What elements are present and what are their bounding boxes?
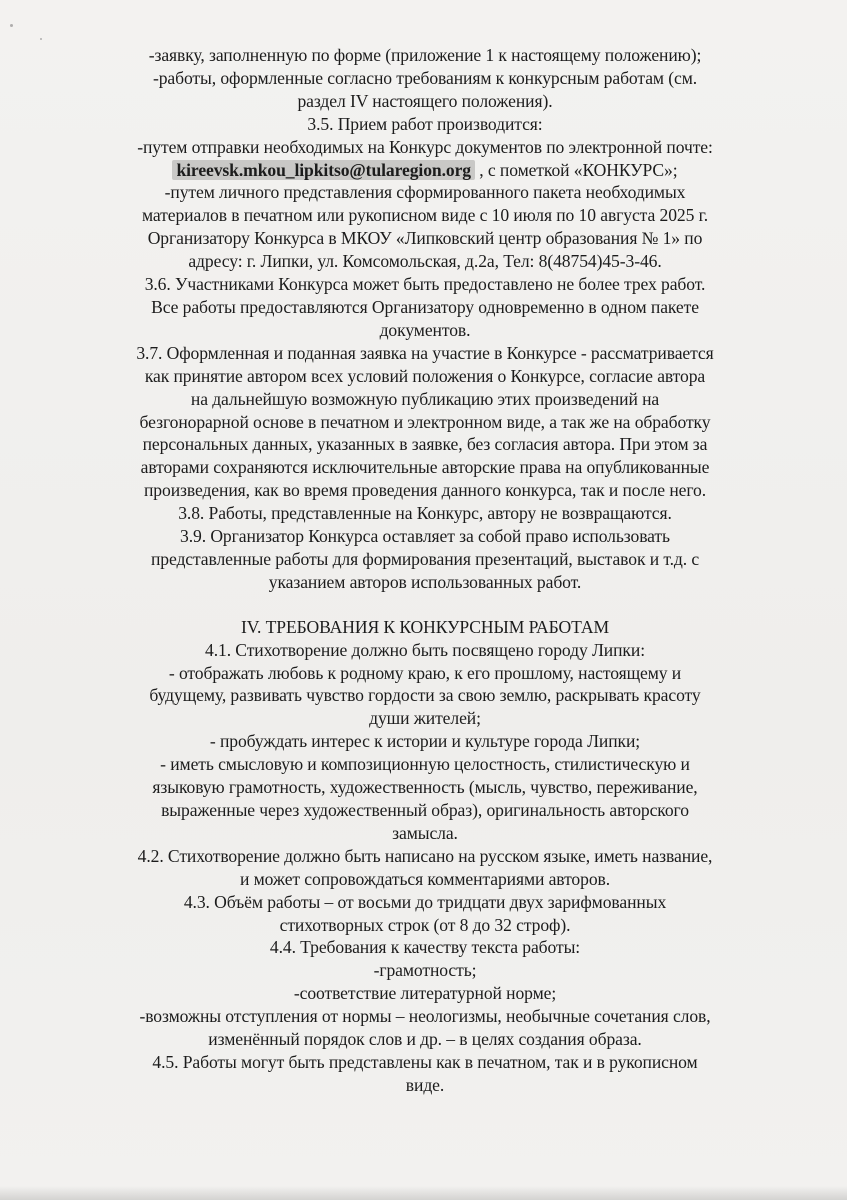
text-line: произведения, как во время проведения данного конкурса, так и после него. <box>143 480 707 501</box>
text-line: будущему, развивать чувство гордости за свою землю, раскрывать красоту <box>149 685 701 706</box>
scan-bottom-shadow <box>0 1186 847 1200</box>
clause-4-3 <box>40 891 810 937</box>
text-line: указанием авторов использованных работ. <box>268 571 582 592</box>
text-line: раздел IV настоящего положения). <box>297 90 553 111</box>
text-line: -соответствие литературной норме; <box>293 983 557 1004</box>
text-fragment: , с пометкой «КОНКУРС»; <box>474 159 678 180</box>
text-line: - отображать любовь к родному краю, к его прошлому, настоящему и <box>168 662 682 683</box>
section-4 <box>40 616 810 1097</box>
text-line: выраженные через художественный образ), оригинальность авторского <box>161 800 689 820</box>
clause-3-5 <box>40 113 810 273</box>
text-line: - иметь смысловую и композиционную целостность, стилистическую и <box>160 754 690 775</box>
text-line: Организатору Конкурса в МКОУ «Липковский центр образования № 1» по <box>147 228 703 249</box>
text-line: изменённый порядок слов и др. – в целях создания образа. <box>208 1029 642 1050</box>
text-line: 3.8. Работы, представленные на Конкурс, автору не возвращаются. <box>178 503 672 524</box>
text-line: замысла. <box>392 822 458 843</box>
text-line: стихотворных строк (от 8 до 32 строф). <box>279 914 571 935</box>
clause-3-9 <box>40 525 810 594</box>
text-line: 4.3. Объём работы – от восьми до тридцати двух зарифмованных <box>183 891 667 912</box>
text-line: 4.1. Стихотворение должно быть посвящено городу Липки: <box>205 639 645 660</box>
text-line: документов. <box>379 319 471 340</box>
text-line: 4.2. Стихотворение должно быть написано на русском языке, иметь название, <box>137 845 713 866</box>
text-line: души жителей; <box>369 708 481 729</box>
text-line: виде. <box>405 1074 445 1095</box>
scan-speck <box>40 38 42 40</box>
text-line: авторами сохраняются исключительные авторские права на опубликованные <box>140 457 710 478</box>
paragraph-application-items <box>40 44 810 113</box>
clause-3-8 <box>40 502 810 525</box>
document-body <box>40 44 810 1097</box>
text-line: безгонорарной основе в печатном и электронном виде, а так же на обработку <box>139 411 711 432</box>
text-line: и может сопровождаться комментариями авторов. <box>239 868 611 889</box>
section-heading: IV. ТРЕБОВАНИЯ К КОНКУРСНЫМ РАБОТАМ <box>240 616 610 637</box>
text-line: Все работы предоставляются Организатору одновременно в одном пакете <box>151 296 699 317</box>
text-line: - пробуждать интерес к истории и культуре города Липки; <box>209 731 641 752</box>
section-spacer <box>40 594 810 616</box>
text-line: -грамотность; <box>373 960 477 981</box>
clause-3-6 <box>40 273 810 342</box>
email-link[interactable]: kireevsk.mkou_lipkitso@tularegion.org <box>172 160 475 180</box>
text-line: 4.5. Работы могут быть представлены как в печатном, так и в рукописном <box>152 1051 698 1072</box>
clause-4-1 <box>40 639 810 845</box>
text-line: материалов в печатном или рукописном виде с 10 июля по 10 августа 2025 г. <box>141 205 709 226</box>
text-line: 3.6. Участниками Конкурса может быть предоставлено не более трех работ. <box>144 274 706 295</box>
text-line: -заявку, заполненную по форме (приложение 1 к настоящему положению); <box>148 45 702 65</box>
clause-3-7 <box>40 342 810 502</box>
text-line: как принятие автором всех условий положения о Конкурсе, согласие автора <box>144 365 706 386</box>
clause-4-4 <box>40 936 810 1051</box>
clause-title: 3.5. Прием работ производится: <box>307 113 543 134</box>
text-line: -путем отправки необходимых на Конкурс документов по электронной почте: <box>137 136 713 157</box>
clause-4-5 <box>40 1051 810 1097</box>
text-line: -путем личного представления сформированного пакета необходимых <box>164 182 686 203</box>
text-line: 4.4. Требования к качеству текста работы: <box>269 937 581 958</box>
text-line: -работы, оформленные согласно требованиям к конкурсным работам (см. <box>152 67 698 88</box>
text-line: языковую грамотность, художественность (мысль, чувство, переживание, <box>152 777 698 798</box>
text-line: -возможны отступления от нормы – неологизмы, необычные сочетания слов, <box>139 1006 711 1027</box>
scan-speck <box>10 24 13 27</box>
text-line: 3.9. Организатор Конкурса оставляет за собой право использовать <box>180 526 670 547</box>
text-line: на дальнейшую возможную публикацию этих произведений на <box>190 388 660 409</box>
text-line: персональных данных, указанных в заявке, без согласия автора. При этом за <box>142 434 708 455</box>
text-line: адресу: г. Липки, ул. Комсомольская, д.2а, Тел: 8(48754)45-3-46. <box>188 251 662 272</box>
text-line <box>40 159 810 182</box>
clause-4-2 <box>40 845 810 891</box>
text-line: представленные работы для формирования презентаций, выставок и т.д. с <box>150 548 700 569</box>
text-line: 3.7. Оформленная и поданная заявка на участие в Конкурсе - рассматривается <box>136 342 714 363</box>
